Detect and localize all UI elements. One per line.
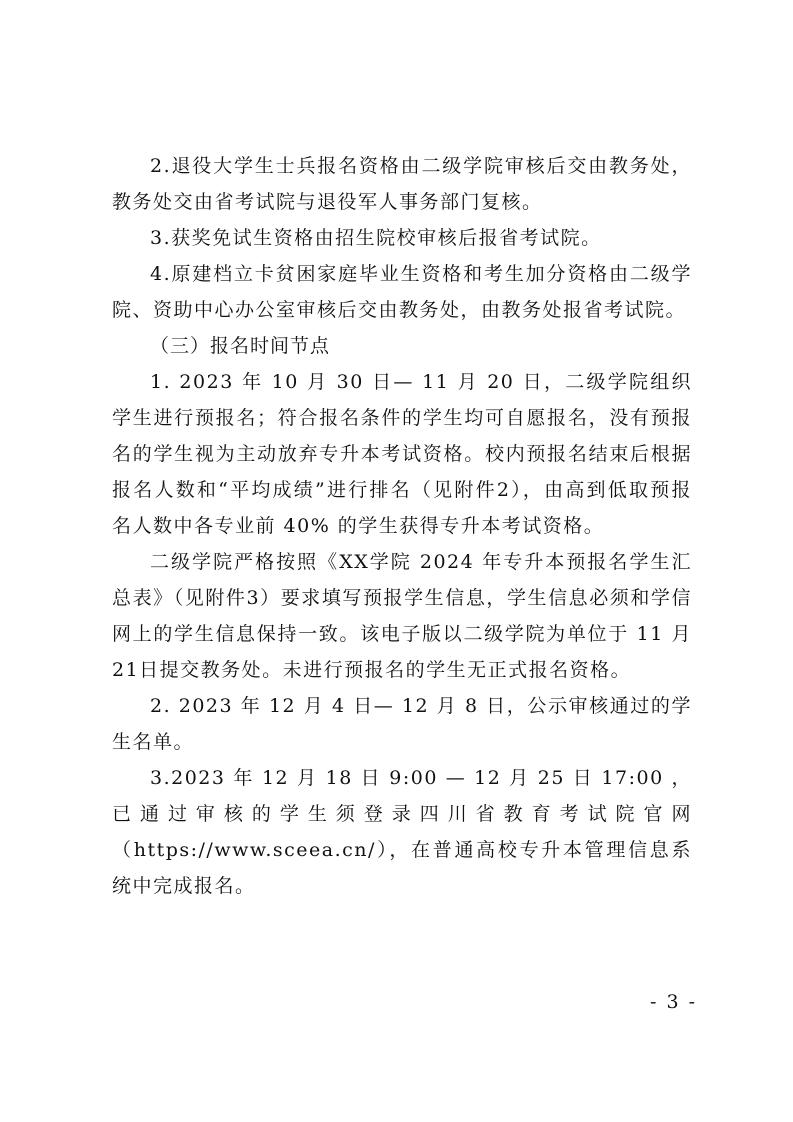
paragraph-poverty-bonus: 4.原建档立卡贫困家庭毕业生资格和考生加分资格由二级学院、资助中心办公室审核后交由教务处，由教务处报省考试院。 <box>112 263 692 321</box>
paragraph-summary-table: 二级学院严格按照《XX学院 2024 年专升本预报名学生汇总表》（见附件3）要求填写预报学生信息，学生信息必须和学信网上的学生信息保持一致。该电子版以二级学院为单位于 11 月 21日提交教务处。未进行预报名的学生无正式报名资格。 <box>112 551 692 681</box>
paragraph-public-notice: 2. 2023 年 12 月 4 日— 12 月 8 日，公示审核通过的学生名单。 <box>112 695 692 753</box>
page-number: - 3 - <box>649 991 697 1013</box>
paragraph-online-registration: 3.2023 年 12 月 18 日 9:00 — 12 月 25 日 17:00 ，已通过审核的学生须登录四川省教育考试院官网（https://www.sceea.cn/），在普通高校专升本管理信息系统中完成报名。 <box>112 767 692 897</box>
paragraph-pre-registration: 1. 2023 年 10 月 30 日— 11 月 20 日，二级学院组织学生进行预报名；符合报名条件的学生均可自愿报名，没有预报名的学生视为主动放弃专升本考试资格。校内预报名结束后根据报名人数和“平均成绩”进行排名（见附件2），由高到低取预报名人数中各专业前 40% 的学生获得专升本考试资格。 <box>112 371 692 537</box>
section-heading: （三）报名时间节点 <box>150 335 331 357</box>
paragraph-award-exemption: 3.获奖免试生资格由招生院校审核后报省考试院。 <box>150 227 602 249</box>
paragraph-veteran-review: 2.退役大学生士兵报名资格由二级学院审核后交由教务处，教务处交由省考试院与退役军人事务部门复核。 <box>112 155 692 213</box>
document-body <box>112 148 692 904</box>
